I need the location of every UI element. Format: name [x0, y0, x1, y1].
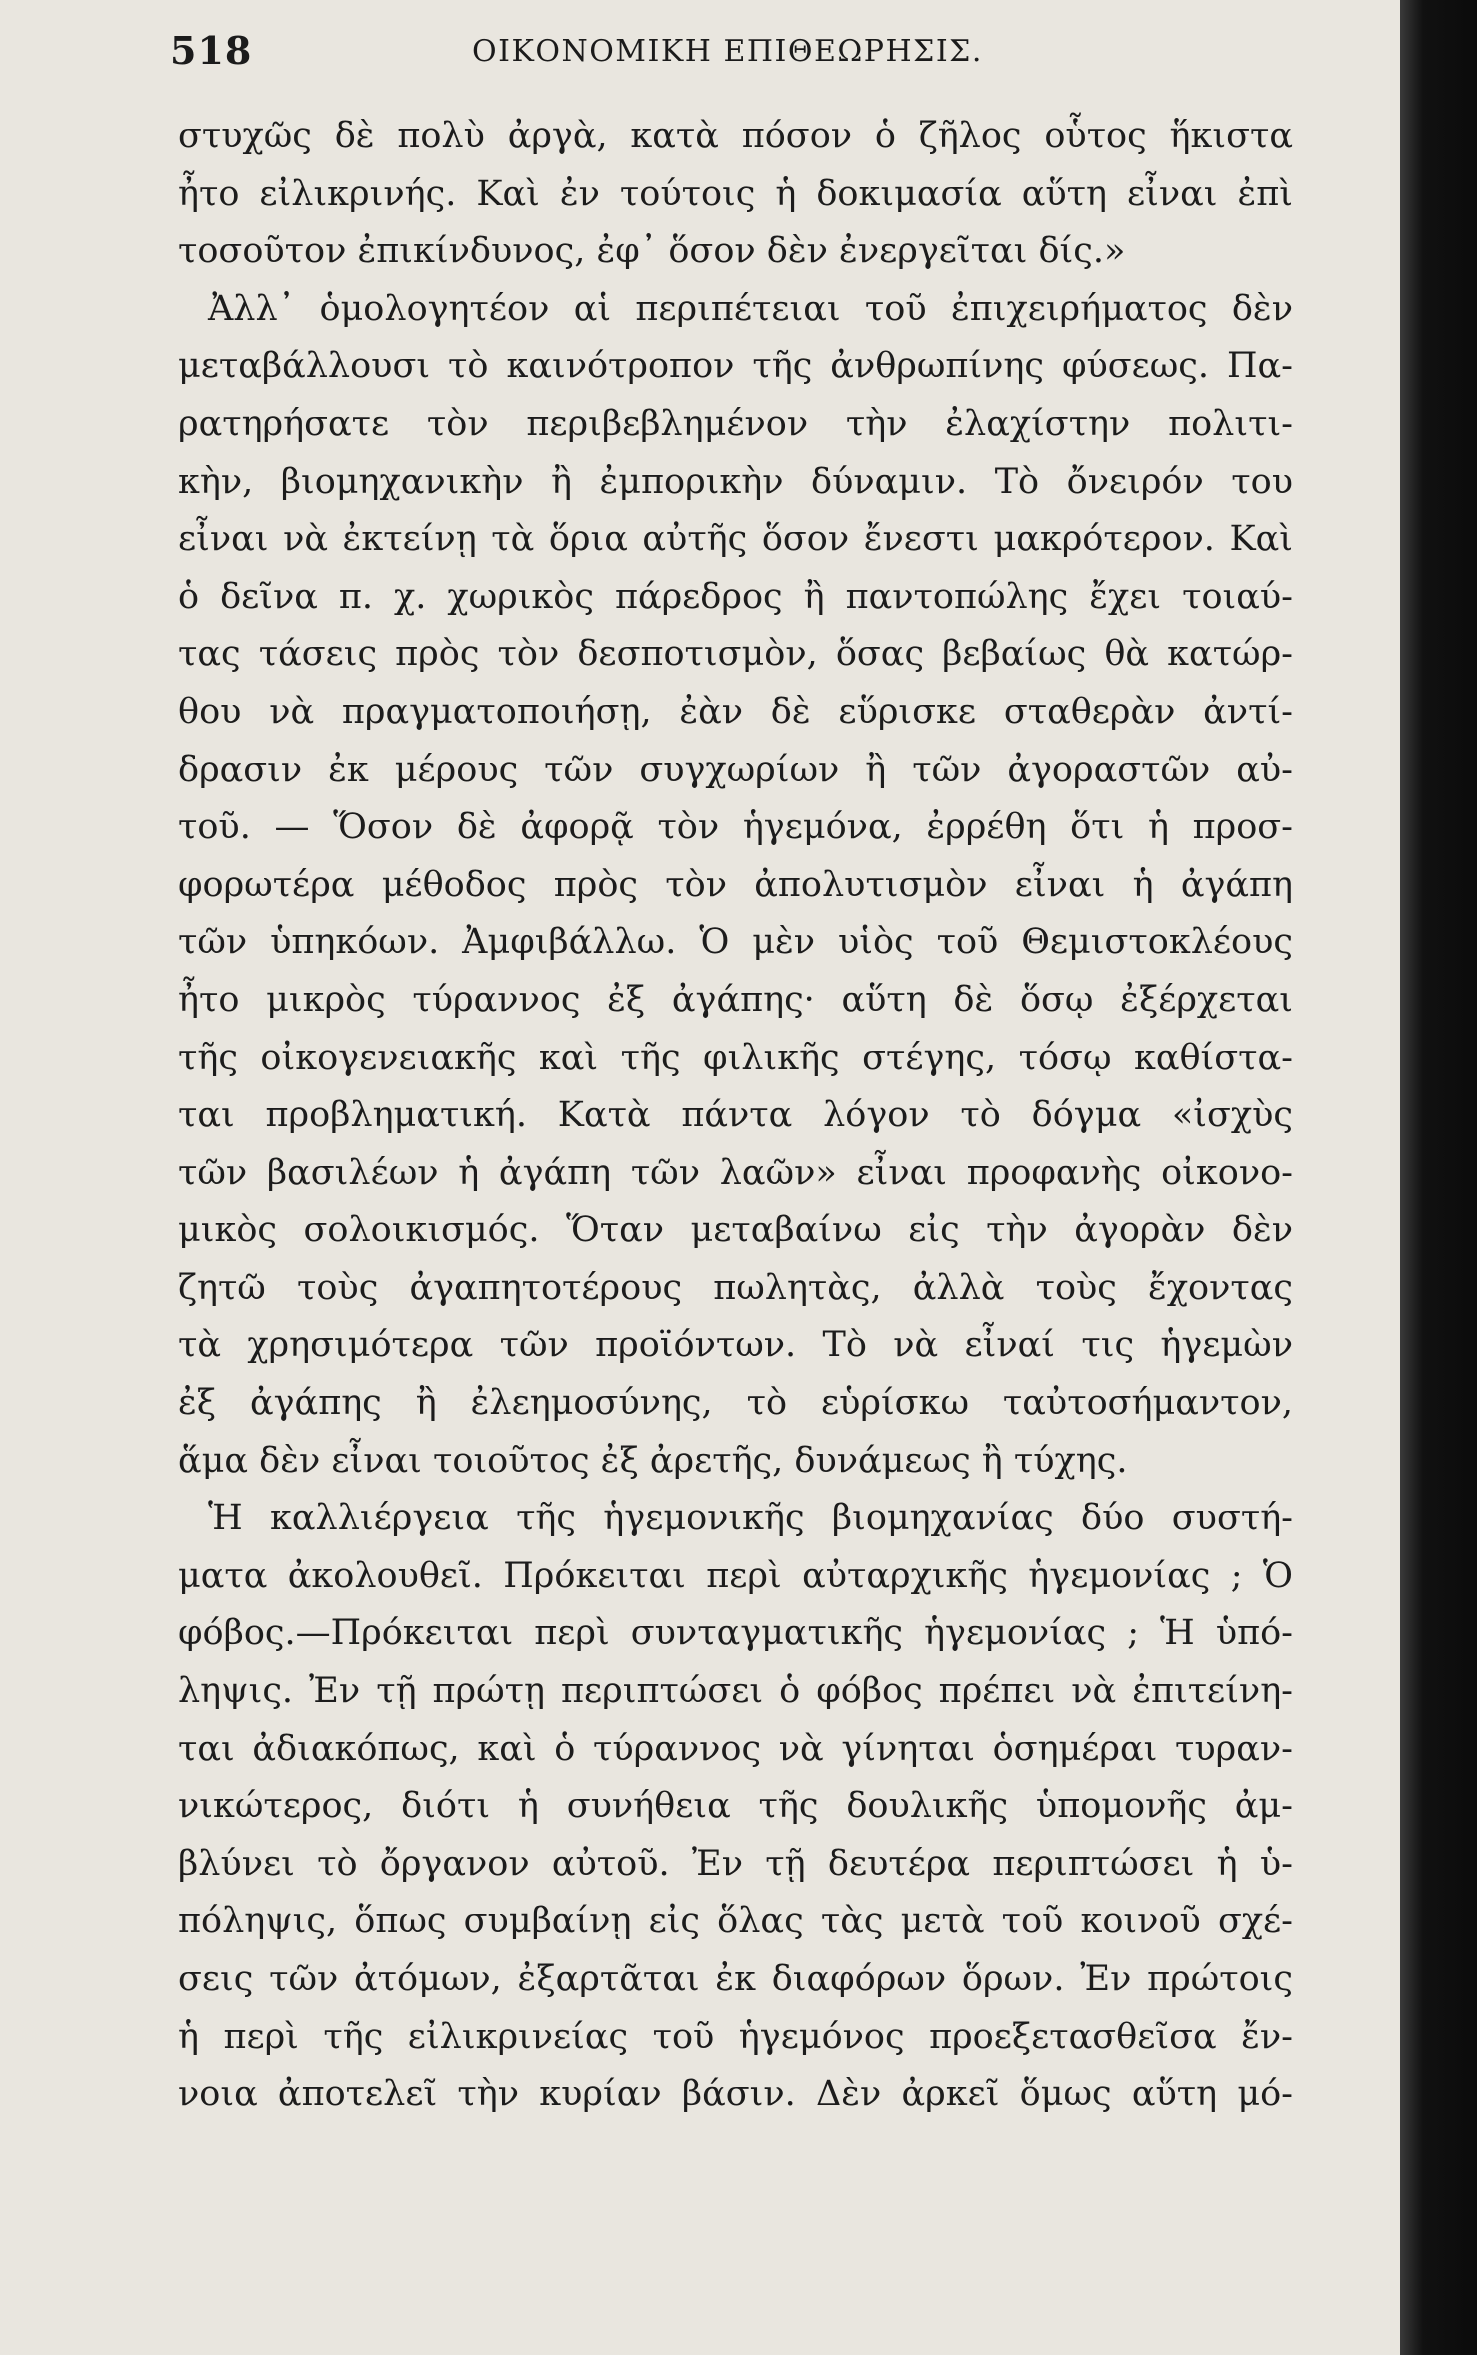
- text-line: στυχῶς δὲ πολὺ ἀργὰ, κατὰ πόσον ὁ ζῆλος οὗτος ἥκιστα: [178, 116, 1293, 156]
- text-line: ἦτο μικρὸς τύραννος ἐξ ἀγάπης· αὕτη δὲ ὅσῳ ἐξέρχεται: [178, 979, 1293, 1020]
- text-line: ρατηρήσατε τὸν περιβεβλημένον τὴν ἐλαχίστην πολιτι-: [178, 403, 1293, 444]
- text-line: τοῦ. — Ὅσον δὲ ἀφορᾷ τὸν ἡγεμόνα, ἐρρέθη ὅτι ἡ προσ-: [178, 807, 1293, 848]
- scan-edge: [1400, 0, 1477, 2355]
- text-line: δρασιν ἐκ μέρους τῶν συγχωρίων ἢ τῶν ἀγοραστῶν αὐ-: [178, 749, 1293, 790]
- text-line: Ἡ καλλιέργεια τῆς ἡγεμονικῆς βιομηχανίας δύο συστή-: [208, 1498, 1293, 1539]
- text-line: βλύνει τὸ ὄργανον αὐτοῦ. Ἐν τῇ δευτέρα περιπτώσει ἡ ὑ-: [178, 1843, 1293, 1884]
- text-line: σεις τῶν ἀτόμων, ἐξαρτᾶται ἐκ διαφόρων ὅρων. Ἐν πρώτοις: [178, 1959, 1293, 1999]
- text-line: φορωτέρα μέθοδος πρὸς τὸν ἀπολυτισμὸν εἶναι ἡ ἀγάπη: [178, 864, 1293, 905]
- body-text: [178, 108, 1293, 2124]
- page-number: 518: [170, 28, 253, 73]
- running-head: ΟΙΚΟΝΟΜΙΚΗ ΕΠΙΘΕΩΡΗΣΙΣ.: [472, 34, 983, 69]
- text-line: τας τάσεις πρὸς τὸν δεσποτισμὸν, ὅσας βεβαίως θὰ κατώρ-: [178, 634, 1293, 675]
- text-line: νοια ἀποτελεῖ τὴν κυρίαν βάσιν. Δὲν ἀρκεῖ ὅμως αὕτη μό-: [178, 2074, 1293, 2115]
- text-line: ματα ἀκολουθεῖ. Πρόκειται περὶ αὐταρχικῆς ἡγεμονίας ; Ὁ: [178, 1555, 1293, 1596]
- text-line: ὁ δεῖνα π. χ. χωρικὸς πάρεδρος ἢ παντοπώλης ἔχει τοιαύ-: [178, 576, 1293, 617]
- text-line: θου νὰ πραγματοποιήσῃ, ἐὰν δὲ εὕρισκε σταθερὰν ἀντί-: [178, 691, 1293, 732]
- text-line: μεταβάλλουσι τὸ καινότροπον τῆς ἀνθρωπίνης φύσεως. Πα-: [178, 346, 1293, 387]
- text-line: νικώτερος, διότι ἡ συνήθεια τῆς δουλικῆς ὑπομονῆς ἀμ-: [178, 1786, 1293, 1827]
- text-line: τῶν ὑπηκόων. Ἀμφιβάλλω. Ὁ μὲν υἱὸς τοῦ Θεμιστοκλέους: [178, 922, 1293, 963]
- text-line: τοσοῦτον ἐπικίνδυνος, ἐφ᾽ ὅσον δὲν ἐνεργεῖται δίς.»: [178, 231, 1126, 272]
- text-line: ται προβληματική. Κατὰ πάντα λόγον τὸ δόγμα «ἰσχὺς: [178, 1095, 1293, 1136]
- text-line: Ἀλλ᾽ ὁμολογητέον αἱ περιπέτειαι τοῦ ἐπιχειρήματος δὲν: [208, 288, 1293, 329]
- text-line: ληψις. Ἐν τῇ πρώτῃ περιπτώσει ὁ φόβος πρέπει νὰ ἐπιτείνη-: [178, 1671, 1293, 1712]
- text-line: ἅμα δὲν εἶναι τοιοῦτος ἐξ ἀρετῆς, δυνάμεως ἢ τύχης.: [178, 1440, 1128, 1481]
- text-line: ἦτο εἰλικρινής. Καὶ ἐν τούτοις ἡ δοκιμασία αὕτη εἶναι ἐπὶ: [178, 173, 1293, 214]
- text-line: τὰ χρησιμότερα τῶν προϊόντων. Τὸ νὰ εἶναί τις ἡγεμὼν: [178, 1325, 1293, 1366]
- text-line: εἶναι νὰ ἐκτείνῃ τὰ ὅρια αὐτῆς ὅσον ἔνεστι μακρότερον. Καὶ: [178, 519, 1293, 560]
- page-header: [170, 28, 1290, 78]
- text-line: πόληψις, ὅπως συμβαίνῃ εἰς ὅλας τὰς μετὰ τοῦ κοινοῦ σχέ-: [178, 1901, 1293, 1942]
- text-line: ζητῶ τοὺς ἀγαπητοτέρους πωλητὰς, ἀλλὰ τοὺς ἔχοντας: [178, 1267, 1293, 1308]
- text-line: τῶν βασιλέων ἡ ἀγάπη τῶν λαῶν» εἶναι προφανὴς οἰκονο-: [178, 1152, 1293, 1193]
- text-line: κὴν, βιομηχανικὴν ἢ ἐμπορικὴν δύναμιν. Τὸ ὄνειρόν του: [178, 461, 1293, 502]
- text-line: ται ἀδιακόπως, καὶ ὁ τύραννος νὰ γίνηται ὁσημέραι τυραν-: [178, 1728, 1293, 1769]
- text-line: μικὸς σολοικισμός. Ὅταν μεταβαίνω εἰς τὴν ἀγορὰν δὲν: [178, 1210, 1293, 1251]
- text-line: τῆς οἰκογενειακῆς καὶ τῆς φιλικῆς στέγης, τόσῳ καθίστα-: [178, 1037, 1293, 1078]
- text-line: ἡ περὶ τῆς εἰλικρινείας τοῦ ἡγεμόνος προεξετασθεῖσα ἔν-: [178, 2016, 1293, 2057]
- text-line: ἐξ ἀγάπης ἢ ἐλεημοσύνης, τὸ εὑρίσκω ταὐτοσήμαντον,: [178, 1383, 1293, 1424]
- text-line: φόβος.—Πρόκειται περὶ συνταγματικῆς ἡγεμονίας ; Ἡ ὑπό-: [178, 1613, 1293, 1654]
